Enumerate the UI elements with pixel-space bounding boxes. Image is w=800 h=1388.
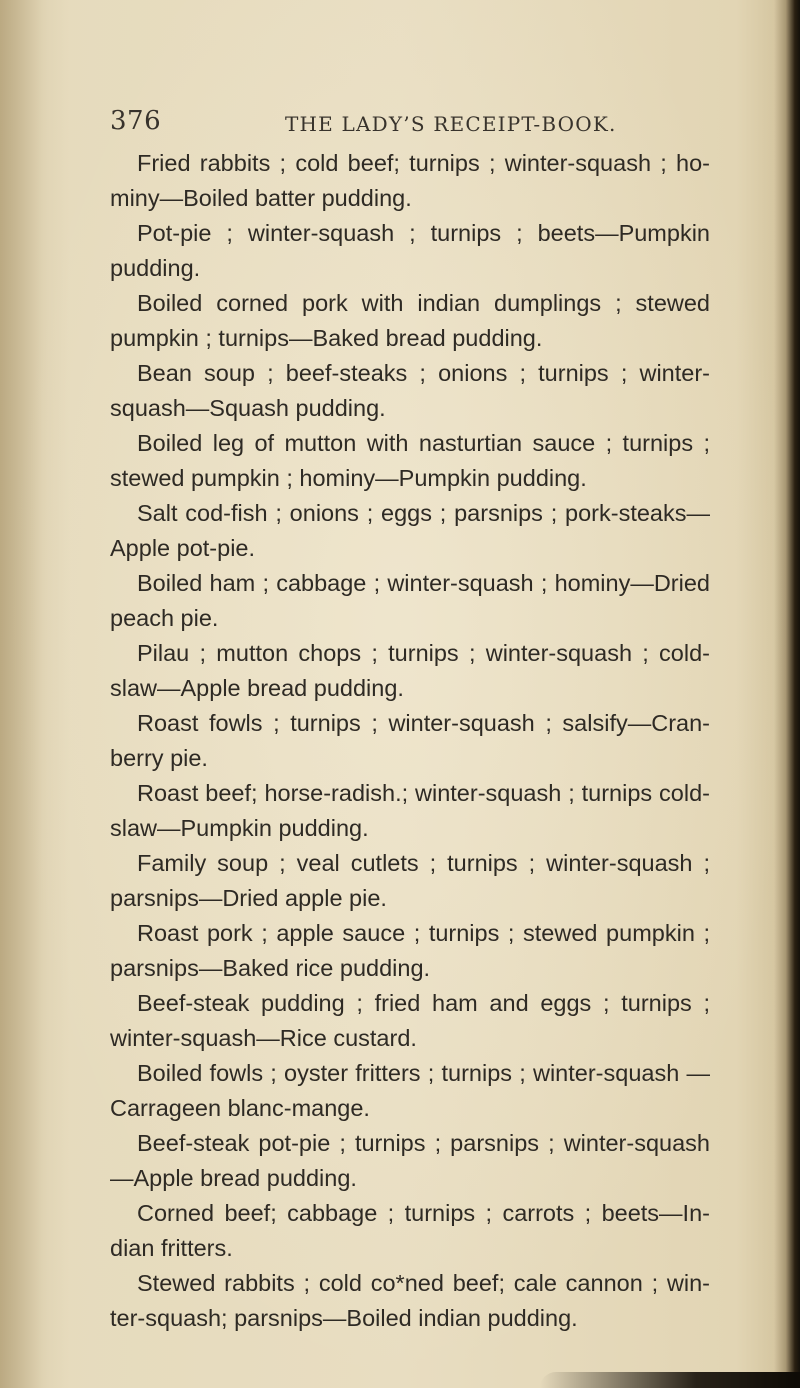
menu-entry: Boiled leg of mutton with nasturtian sauce ; turnips ; stewed pumpkin ; hominy—Pumpkin pudding. — [110, 430, 710, 491]
menu-entry: Family soup ; veal cutlets ; turnips ; winter-squash ; parsnips—Dried apple pie. — [110, 850, 710, 911]
page-corner-shadow — [540, 1372, 800, 1388]
menu-entry: Boiled ham ; cabbage ; winter-squash ; hominy—Dried peach pie. — [110, 570, 710, 631]
menu-entry: Roast beef; horse-radish.; winter-squash ; turnips cold-slaw—Pumpkin pudding. — [110, 780, 710, 841]
menu-entry: Salt cod-fish ; onions ; eggs ; parsnips ; pork-steaks—Apple pot-pie. — [110, 500, 710, 561]
menu-entry: Roast fowls ; turnips ; winter-squash ; salsify—Cran-berry pie. — [110, 710, 710, 771]
menu-list — [110, 146, 710, 1336]
book-spine-shadow — [774, 0, 800, 1388]
menu-entry: Beef-steak pudding ; fried ham and eggs ; turnips ; winter-squash—Rice custard. — [110, 990, 710, 1051]
menu-entry: Boiled corned pork with indian dumplings ; stewed pumpkin ; turnips—Baked bread pudding. — [110, 290, 710, 351]
menu-entry: Corned beef; cabbage ; turnips ; carrots ; beets—In-dian fritters. — [110, 1200, 710, 1261]
menu-entry: Fried rabbits ; cold beef; turnips ; winter-squash ; ho-miny—Boiled batter pudding. — [110, 150, 710, 211]
page-number: 376 — [110, 106, 162, 136]
menu-entry: Bean soup ; beef-steaks ; onions ; turnips ; winter-squash—Squash pudding. — [110, 360, 710, 421]
menu-entry: Roast pork ; apple sauce ; turnips ; stewed pumpkin ; parsnips—Baked rice pudding. — [110, 920, 710, 981]
menu-entry: Pot-pie ; winter-squash ; turnips ; beets—Pumpkin pudding. — [110, 220, 710, 281]
page-header — [110, 106, 710, 146]
menu-entry: Beef-steak pot-pie ; turnips ; parsnips ; winter-squash —Apple bread pudding. — [110, 1130, 710, 1191]
menu-entry: Boiled fowls ; oyster fritters ; turnips ; winter-squash —Carrageen blanc-mange. — [110, 1060, 710, 1121]
running-title: THE LADY’S RECEIPT-BOOK. — [285, 112, 617, 136]
page-edge-shadow-left — [0, 0, 70, 1388]
menu-entry: Stewed rabbits ; cold co*ned beef; cale cannon ; win-ter-squash; parsnips—Boiled indian pudding. — [110, 1270, 710, 1331]
menu-entry: Pilau ; mutton chops ; turnips ; winter-squash ; cold-slaw—Apple bread pudding. — [110, 640, 710, 701]
